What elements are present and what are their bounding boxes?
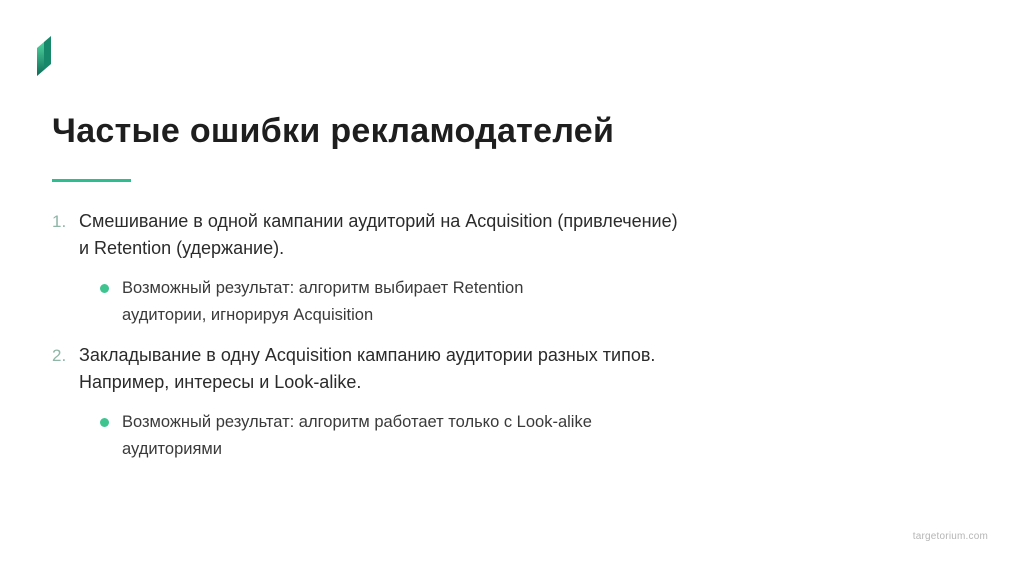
- sub-item-text-continued: аудитории, игнорируя Acquisition: [122, 306, 374, 324]
- slide-title: Частые ошибки рекламодателей: [52, 112, 615, 150]
- title-underline: [52, 179, 131, 182]
- list-item-text: Закладывание в одну Acquisition кампанию аудитории разных типов.: [79, 345, 656, 365]
- slide-content: [52, 208, 952, 463]
- list-item-text: Смешивание в одной кампании аудиторий на Acquisition (привлечение): [79, 211, 678, 231]
- list-item-text-continued: и Retention (удержание).: [79, 238, 285, 258]
- sub-item-text-continued: аудиториями: [122, 440, 222, 458]
- bullet-dot-icon: [100, 284, 109, 293]
- list-item-2: [52, 342, 952, 396]
- list-number: 1.: [52, 212, 67, 231]
- sub-item-text: Возможный результат: алгоритм работает только с Look-alike: [122, 413, 592, 431]
- footer-website: targetorium.com: [912, 531, 988, 542]
- sub-item-1: [122, 275, 952, 329]
- list-number: 2.: [52, 346, 67, 365]
- brand-logo-icon: [34, 34, 54, 78]
- list-item-1: [52, 208, 952, 262]
- sub-item-2: [122, 409, 952, 463]
- bullet-dot-icon: [100, 418, 109, 427]
- list-item-text-continued: Например, интересы и Look-alike.: [79, 372, 362, 392]
- sub-item-text: Возможный результат: алгоритм выбирает Retention: [122, 279, 524, 297]
